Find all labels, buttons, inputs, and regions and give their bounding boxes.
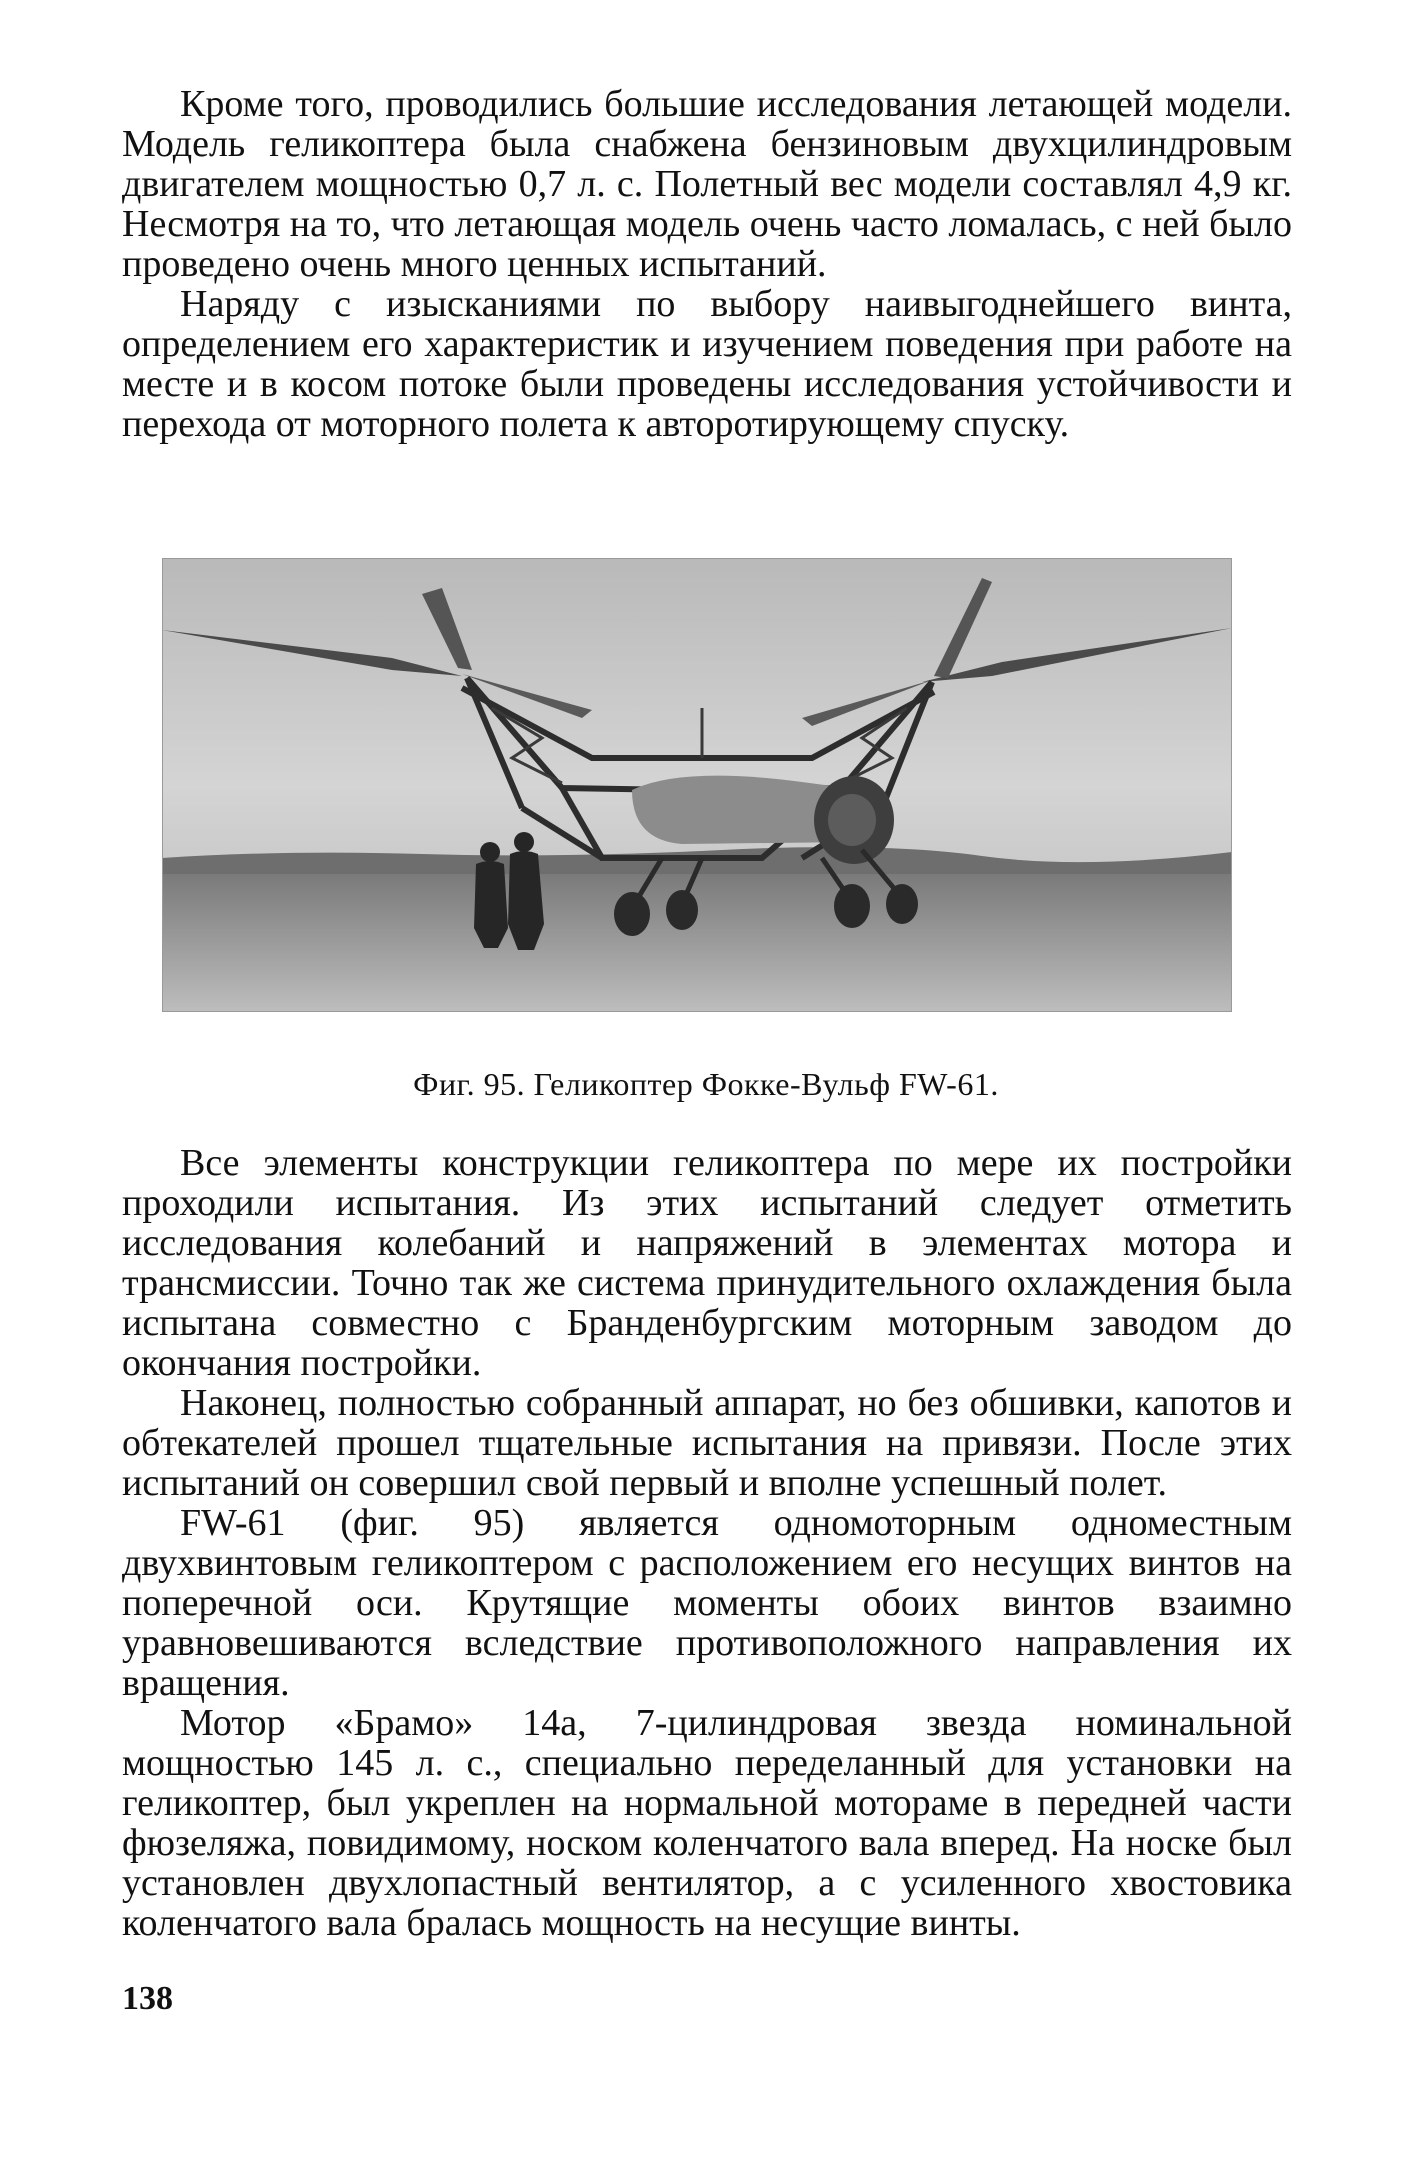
paragraph: Наконец, полностью собранный аппарат, но без обшивки, капотов и обтекателей прошел тщательные испытания на привязи. После этих испытаний он совершил свой первый и вполне успешный полет. — [122, 1382, 1292, 1504]
text-block-top — [122, 84, 1292, 444]
text-block-bottom — [122, 1143, 1292, 1943]
paragraph: Мотор «Брамо» 14а, 7-цилиндровая звезда номинальной мощностью 145 л. с., специально переделанный для установки на геликоптер, был укреплен на нормальной моторамe в передней части фюзеляжа, повидимому, носком коленчатого вала вперед. На носке был установлен двухлопастный вентилятор, а с усиленного хвостовика коленчатого вала бралась мощность на несущие винты. — [122, 1702, 1292, 1944]
helicopter-photo — [162, 558, 1232, 1012]
paragraph: Кроме того, проводились большие исследования летающей модели. Модель геликоптера была снабжена бензиновым двухцилиндровым двигателем мощностью 0,7 л. с. Полетный вес модели составлял 4,9 кг. Несмотря на то, что летающая модель очень часто ломалась, с ней было проведено очень много ценных испытаний. — [122, 83, 1292, 285]
figure-caption: Фиг. 95. Геликоптер Фокке-Вульф FW-61. — [413, 1066, 999, 1102]
paragraph: Все элементы конструкции геликоптера по мере их постройки проходили испытания. Из этих испытаний следует отметить исследования колебаний и напряжений в элементах мотора и трансмиссии. Точно так же система принудительного охлаждения была испытана совместно с Бранденбургским моторным заводом до окончания постройки. — [122, 1142, 1292, 1384]
paragraph: Наряду с изысканиями по выбору наивыгоднейшего винта, определением его характеристик и изучением поведения при работе на месте и в косом потоке были проведены исследования устойчивости и перехода от моторного полета к авторотирующему спуску. — [122, 283, 1292, 445]
helicopter-photo-image — [162, 558, 1232, 1012]
page-number: 138 — [122, 1980, 173, 2017]
paragraph: FW-61 (фиг. 95) является одномоторным одноместным двухвинтовым геликоптером с расположением его несущих винтов на поперечной оси. Крутящие моменты обоих винтов взаимно уравновешиваются вследствие противоположного направления их вращения. — [122, 1502, 1292, 1704]
